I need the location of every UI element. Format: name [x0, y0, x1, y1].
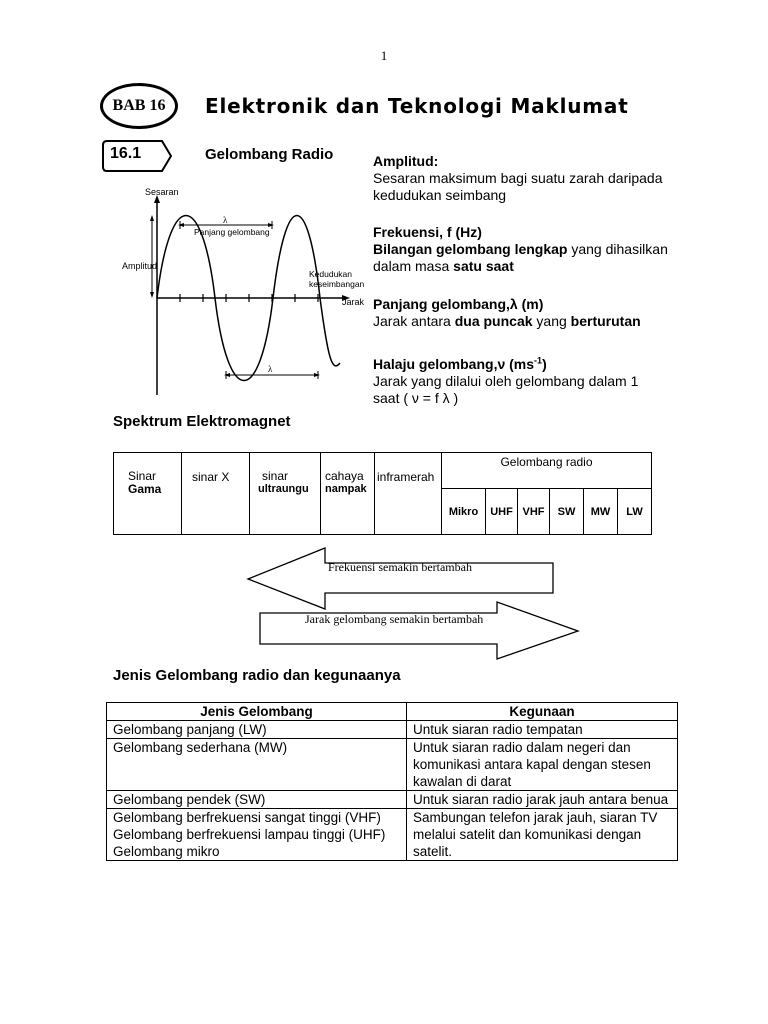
spectrum-label: nampak — [325, 483, 367, 495]
equilibrium-label-line1: Kedudukan — [309, 269, 353, 279]
definition-term: Amplitud: — [373, 153, 439, 169]
column-header: Kegunaan — [407, 703, 678, 721]
jenis-cell: Gelombang panjang (LW) — [107, 721, 407, 739]
definition-bold: berturutan — [570, 313, 641, 329]
table-row — [107, 809, 678, 861]
jenis-line: Gelombang berfrekuensi lampau tinggi (UHF) — [113, 827, 386, 842]
spectrum-label: ultraungu — [258, 483, 309, 495]
y-axis-label: Sesaran — [145, 187, 179, 197]
definition-text: yang dihasilkan dalam masa — [373, 241, 668, 274]
page-number: 1 — [380, 48, 388, 63]
spectrum-table — [113, 452, 652, 535]
definition-text: Jarak antara — [373, 313, 455, 329]
spectrum-cell-cahaya — [321, 453, 375, 535]
right-arrow-shape — [260, 602, 578, 659]
definition-term: Halaju gelombang,ν $(ms^{-1})$ — [373, 355, 547, 372]
table-row — [107, 721, 678, 739]
definition-text: yang — [532, 313, 571, 329]
wavelength-symbol-top: λ — [223, 215, 228, 225]
definition-halaju — [373, 352, 673, 407]
definition-bold: Bilangan gelombang lengkap — [373, 241, 568, 257]
kegunaan-cell: Untuk siaran radio jarak jauh antara benua — [407, 791, 678, 809]
wavelength-symbol-bottom: λ — [268, 364, 273, 374]
radio-band-lw: LW — [618, 489, 652, 535]
jenis-line: Gelombang mikro — [113, 844, 220, 859]
radio-uses-table — [106, 702, 678, 861]
definition-frekuensi — [373, 224, 673, 275]
spectrum-label: cahaya — [325, 469, 364, 483]
spectrum-label: sinar — [262, 469, 289, 483]
jenis-cell — [107, 809, 407, 861]
jenis-cell: Gelombang pendek (SW) — [107, 791, 407, 809]
radio-band-sw: SW — [550, 489, 584, 535]
amplitude-label: Amplitud — [122, 261, 158, 271]
spectrum-label: inframerah — [377, 470, 435, 484]
definition-bold: dua puncak — [454, 313, 533, 329]
spectrum-label: Gama — [128, 482, 162, 496]
spectrum-label: Gelombang radio — [500, 455, 593, 469]
equilibrium-label-line2: keseimbangan — [309, 279, 365, 289]
frekuensi-arrow-label: Frekuensi semakin bertambah — [328, 560, 472, 574]
section-number: 16.1 — [110, 145, 142, 162]
radio-band-mikro: Mikro — [442, 489, 486, 535]
definition-text: Sesaran maksimum bagi suatu zarah daripada kedudukan seimbang — [373, 170, 663, 203]
kegunaan-cell: Untuk siaran radio dalam negeri dan komunikasi antara kapal dengan stesen kawalan di darat — [407, 739, 678, 791]
kegunaan-cell: Untuk siaran radio tempatan — [407, 721, 678, 739]
definition-amplitud — [373, 153, 673, 204]
definition-bold: satu saat — [453, 258, 514, 274]
definition-term: Frekuensi, f (Hz) — [373, 224, 482, 240]
table-row — [107, 739, 678, 791]
definition-term: Panjang gelombang,λ (m) — [373, 296, 544, 312]
x-axis-label: Jarak — [342, 297, 365, 307]
table-header-row — [107, 703, 678, 721]
spectrum-label: sinar X — [192, 470, 230, 484]
chapter-title: Elektronik dan Teknologi Maklumat — [205, 94, 629, 118]
spectrum-cell-gama — [114, 453, 182, 535]
spektrum-heading: Spektrum Elektromagnet — [113, 413, 291, 430]
table-row — [107, 791, 678, 809]
spectrum-cell-radio — [442, 453, 652, 489]
jenis-line: Gelombang berfrekuensi sangat tinggi (VHF) — [113, 810, 381, 825]
spectrum-cell-ultraungu — [250, 453, 321, 535]
spectrum-cell-inframerah — [375, 453, 442, 535]
column-header: Jenis Gelombang — [107, 703, 407, 721]
radio-band-uhf: UHF — [486, 489, 518, 535]
definition-text: Jarak yang dilalui oleh gelombang dalam 1 saat ( ν = f λ ) — [373, 372, 639, 406]
left-arrow-shape — [248, 548, 553, 609]
definition-panjang — [373, 296, 683, 330]
jarak-arrow-label: Jarak gelombang semakin bertambah — [305, 612, 484, 626]
radio-band-mw: MW — [584, 489, 618, 535]
wave-diagram — [118, 183, 368, 403]
jenis-heading: Jenis Gelombang radio dan kegunaanya — [113, 667, 401, 684]
wavelength-label: Panjang gelombang — [194, 227, 270, 237]
kegunaan-cell: Sambungan telefon jarak jauh, siaran TV melalui satelit dan komunikasi dengan satelit. — [407, 809, 678, 861]
spectrum-cell-x — [182, 453, 250, 535]
chapter-badge: BAB 16 — [100, 83, 178, 129]
jenis-cell: Gelombang sederhana (MW) — [107, 739, 407, 791]
radio-band-vhf: VHF — [518, 489, 550, 535]
section-title: Gelombang Radio — [205, 146, 334, 163]
spectrum-label: Sinar — [128, 469, 157, 483]
